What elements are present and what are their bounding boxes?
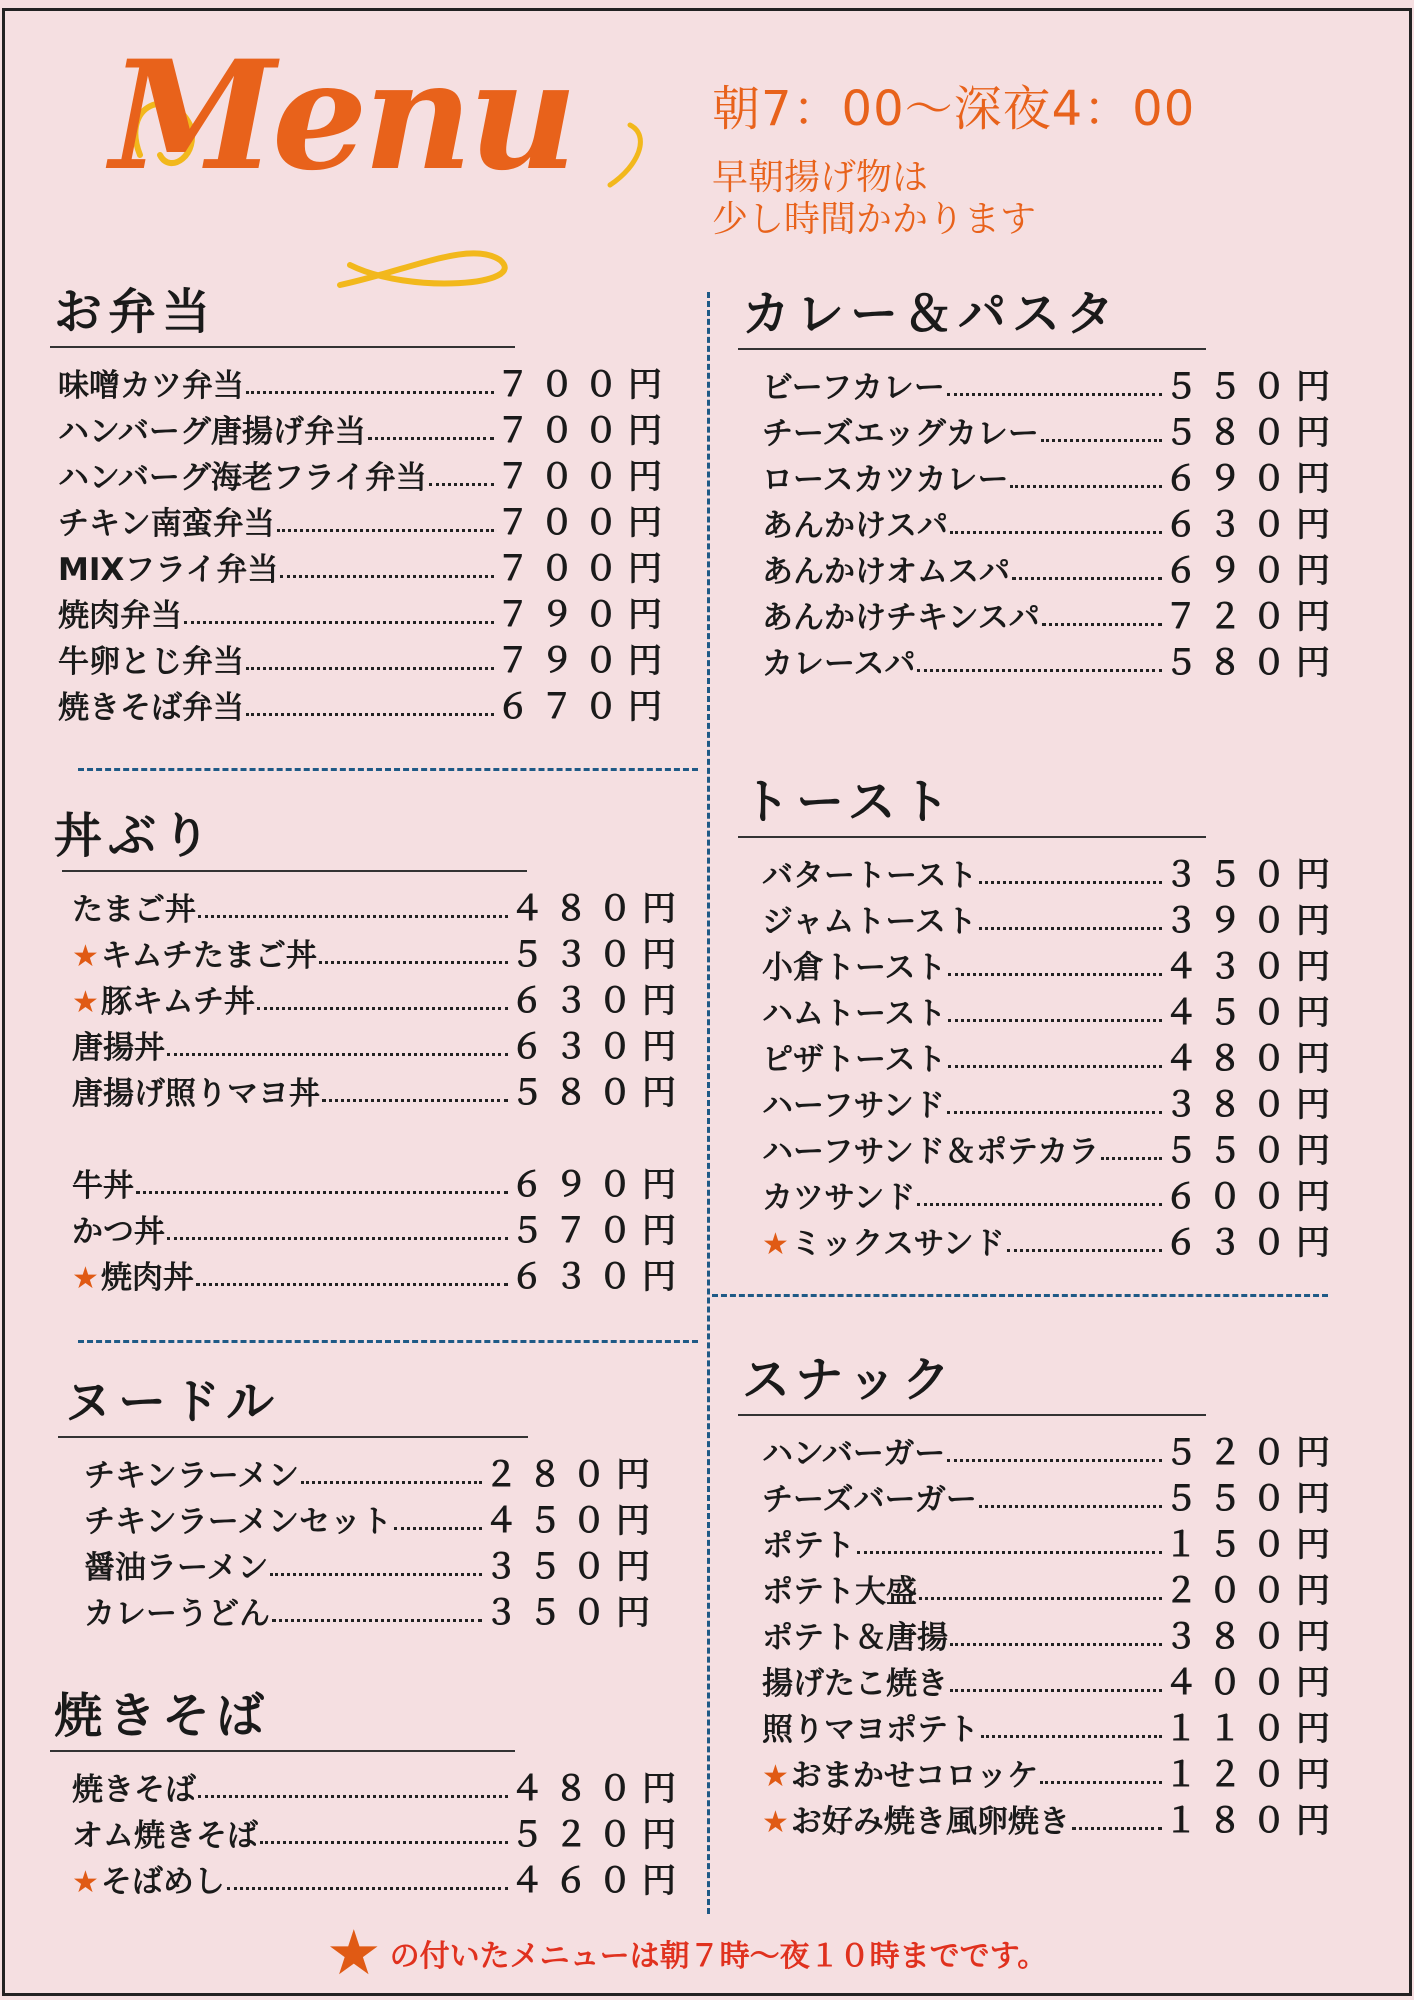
dot-leader <box>981 1735 1162 1738</box>
dot-leader <box>246 391 494 394</box>
menu-item <box>72 1858 686 1904</box>
item-price: ７９０円 <box>496 641 672 681</box>
item-price: ４６０円 <box>510 1861 686 1901</box>
item-price: ４８０円 <box>510 889 686 929</box>
menu-item <box>762 852 1340 898</box>
item-name: キムチたまご丼 <box>100 938 317 974</box>
item-price: ４８０円 <box>510 1769 686 1809</box>
star-icon: ★ <box>326 1916 382 1989</box>
dot-leader <box>198 1795 508 1798</box>
menu-item <box>762 1430 1340 1476</box>
item-price: ５２０円 <box>510 1815 686 1855</box>
item-price: ７２０円 <box>1164 597 1340 637</box>
dot-leader <box>1041 439 1162 442</box>
item-name: 焼きそば <box>72 1772 196 1808</box>
item-name: 焼肉丼 <box>100 1260 194 1296</box>
item-price: ４８０円 <box>1164 1039 1340 1079</box>
section-divider <box>78 768 698 771</box>
menu-item <box>762 1476 1340 1522</box>
item-name: MIXフライ弁当 <box>58 552 279 588</box>
dot-leader <box>1101 1157 1162 1160</box>
dot-leader <box>246 667 494 670</box>
item-name: ポテト＆唐揚 <box>762 1620 948 1656</box>
section-donburi <box>50 806 686 1300</box>
dot-leader <box>1010 485 1162 488</box>
item-name: 焼きそば弁当 <box>58 690 244 726</box>
item-name: チーズエッグカレー <box>762 416 1039 452</box>
dot-leader <box>1042 623 1162 626</box>
menu-item <box>762 1568 1340 1614</box>
dot-leader <box>979 1505 1162 1508</box>
item-price: ２００円 <box>1164 1571 1340 1611</box>
item-name: ハンバーガー <box>762 1436 946 1472</box>
menu-item <box>762 1522 1340 1568</box>
menu-item <box>72 1024 686 1070</box>
menu-item <box>762 990 1340 1036</box>
item-price: ６９０円 <box>510 1165 686 1205</box>
menu-item <box>762 1706 1340 1752</box>
star-icon: ★ <box>72 985 99 1020</box>
menu-item <box>762 1660 1340 1706</box>
dot-leader <box>1072 1827 1162 1830</box>
item-name: 揚げたこ焼き <box>762 1666 948 1702</box>
item-name: ロースカツカレー <box>762 462 1009 498</box>
section-snack <box>738 1350 1340 1844</box>
dot-leader <box>979 881 1162 884</box>
dot-leader <box>270 1573 482 1576</box>
menu-item <box>72 1162 686 1208</box>
item-name: カレーうどん <box>84 1596 270 1632</box>
menu-item <box>762 548 1340 594</box>
item-price: ６３０円 <box>510 981 686 1021</box>
item-name: ミックスサンド <box>790 1226 1005 1262</box>
dot-leader <box>322 1099 508 1102</box>
item-name: ハーフサンド＆ポテカラ <box>762 1134 1100 1170</box>
menu-item <box>762 502 1340 548</box>
item-price: ３５０円 <box>484 1547 660 1587</box>
title-underline <box>50 1750 515 1752</box>
item-price: ３８０円 <box>1164 1085 1340 1125</box>
section-title: ヌードル <box>64 1374 281 1430</box>
menu-logo: Menu <box>110 28 574 204</box>
dot-leader <box>1040 1781 1162 1784</box>
menu-item <box>58 408 672 454</box>
item-name: 醤油ラーメン <box>84 1550 269 1586</box>
item-name: おまかせコロッケ <box>790 1758 1039 1794</box>
item-price: １８０円 <box>1164 1801 1340 1841</box>
dot-leader <box>184 621 494 624</box>
dot-leader <box>1012 577 1162 580</box>
dot-leader <box>979 927 1162 930</box>
menu-item <box>762 1798 1340 1844</box>
dot-leader <box>394 1527 482 1530</box>
dot-leader <box>948 1065 1162 1068</box>
fry-note-line2: 少し時間かかります <box>712 199 1037 240</box>
item-name: かつ丼 <box>72 1214 165 1250</box>
menu-item <box>58 546 672 592</box>
dot-leader <box>948 973 1162 976</box>
item-name: ハムトースト <box>762 996 947 1032</box>
item-name: 焼肉弁当 <box>58 598 182 634</box>
item-name: 牛丼 <box>72 1168 134 1204</box>
item-price: ５３０円 <box>510 935 686 975</box>
menu-item <box>72 978 686 1024</box>
menu-item <box>72 1070 686 1116</box>
item-price: ６３０円 <box>1164 1223 1340 1263</box>
item-price: １５０円 <box>1164 1525 1340 1565</box>
item-name: ハーフサンド <box>762 1088 945 1124</box>
dot-leader <box>227 1887 508 1890</box>
item-price: ７００円 <box>496 411 672 451</box>
dot-leader <box>167 1053 508 1056</box>
item-price: １１０円 <box>1164 1709 1340 1749</box>
dot-leader <box>950 1689 1162 1692</box>
section-title: 焼きそば <box>54 1688 271 1744</box>
item-price: ５８０円 <box>1164 643 1340 683</box>
dot-leader <box>136 1191 508 1194</box>
section-noodle <box>50 1372 660 1636</box>
item-price: ４５０円 <box>484 1501 660 1541</box>
dot-leader <box>246 713 494 716</box>
menu-item <box>84 1452 660 1498</box>
item-name: チキンラーメン <box>84 1458 300 1494</box>
section-title: トースト <box>742 774 956 830</box>
item-price: ４５０円 <box>1164 993 1340 1033</box>
dot-leader <box>1007 1249 1162 1252</box>
dot-leader <box>257 1007 508 1010</box>
section-title: スナック <box>742 1352 957 1408</box>
section-toast <box>738 772 1340 1266</box>
menu-item <box>762 898 1340 944</box>
menu-item <box>58 454 672 500</box>
menu-item <box>72 1766 686 1812</box>
item-name: 唐揚げ照りマヨ丼 <box>72 1076 320 1112</box>
item-name: 豚キムチ丼 <box>100 984 255 1020</box>
section-divider <box>712 1294 1328 1297</box>
dot-leader <box>319 961 508 964</box>
item-name: チキン南蛮弁当 <box>58 506 275 542</box>
dot-leader <box>272 1619 482 1622</box>
menu-item <box>762 594 1340 640</box>
menu-item <box>84 1590 660 1636</box>
item-price: ５５０円 <box>1164 1479 1340 1519</box>
dot-leader <box>167 1237 508 1240</box>
item-price: ７９０円 <box>496 595 672 635</box>
item-price: ７００円 <box>496 503 672 543</box>
item-name: バタートースト <box>762 858 978 894</box>
menu-item <box>762 1752 1340 1798</box>
item-name: 唐揚丼 <box>72 1030 165 1066</box>
dot-leader <box>917 669 1162 672</box>
item-name: チーズバーガー <box>762 1482 977 1518</box>
item-price: ３５０円 <box>1164 855 1340 895</box>
item-price: ６７０円 <box>496 687 672 727</box>
title-underline <box>738 1414 1206 1416</box>
title-underline <box>50 346 515 348</box>
item-name: お好み焼き風卵焼き <box>790 1804 1070 1840</box>
item-price: ２８０円 <box>484 1455 660 1495</box>
item-price: ６３０円 <box>510 1257 686 1297</box>
title-underline <box>62 870 527 872</box>
item-name: ポテト大盛 <box>762 1574 917 1610</box>
menu-item <box>762 640 1340 686</box>
item-name: ビーフカレー <box>762 370 945 406</box>
menu-item <box>762 1174 1340 1220</box>
dot-leader <box>280 575 494 578</box>
item-name: ポテト <box>762 1528 855 1564</box>
section-title: 丼ぶり <box>54 808 217 864</box>
dot-leader <box>198 915 508 918</box>
menu-item <box>762 456 1340 502</box>
menu-item <box>762 410 1340 456</box>
dot-leader <box>947 393 1162 396</box>
item-name: 味噌カツ弁当 <box>58 368 244 404</box>
item-name: あんかけチキンスパ <box>762 600 1040 636</box>
menu-item <box>762 364 1340 410</box>
dot-leader <box>368 437 494 440</box>
item-name: カレースパ <box>762 646 916 682</box>
title-underline <box>738 348 1206 350</box>
dot-leader <box>917 1203 1162 1206</box>
item-price: １２０円 <box>1164 1755 1340 1795</box>
star-icon: ★ <box>72 1261 99 1296</box>
item-price: ３９０円 <box>1164 901 1340 941</box>
menu-item <box>58 638 672 684</box>
item-price: ６００円 <box>1164 1177 1340 1217</box>
item-price: ３５０円 <box>484 1593 660 1633</box>
section-divider <box>78 1340 698 1343</box>
item-name: あんかけオムスパ <box>762 554 1010 590</box>
item-name: あんかけスパ <box>762 508 948 544</box>
title-underline <box>58 1436 528 1438</box>
dot-leader <box>260 1841 508 1844</box>
star-icon: ★ <box>762 1759 789 1794</box>
dot-leader <box>950 531 1162 534</box>
section-curry-pasta <box>738 284 1340 686</box>
dot-leader <box>947 1459 1162 1462</box>
dot-leader <box>919 1597 1162 1600</box>
menu-item <box>72 932 686 978</box>
menu-item <box>762 1128 1340 1174</box>
item-price: ４００円 <box>1164 1663 1340 1703</box>
menu-item <box>58 362 672 408</box>
menu-item <box>84 1544 660 1590</box>
star-icon: ★ <box>762 1227 789 1262</box>
star-icon: ★ <box>762 1805 789 1840</box>
menu-item <box>72 1254 686 1300</box>
footer-note <box>326 1916 1048 1989</box>
item-price: ７００円 <box>496 365 672 405</box>
hours-text: 朝7：00～深夜4：00 <box>712 81 1196 137</box>
dot-leader <box>948 1019 1162 1022</box>
star-icon: ★ <box>72 939 99 974</box>
menu-item <box>762 944 1340 990</box>
title-underline <box>738 836 1206 838</box>
item-name: 牛卵とじ弁当 <box>58 644 244 680</box>
menu-item <box>762 1220 1340 1266</box>
item-price: ５５０円 <box>1164 367 1340 407</box>
menu-item <box>84 1498 660 1544</box>
item-name: ジャムトースト <box>762 904 977 940</box>
menu-item <box>762 1082 1340 1128</box>
item-price: ６９０円 <box>1164 551 1340 591</box>
item-price: ５５０円 <box>1164 1131 1340 1171</box>
item-price: ５８０円 <box>1164 413 1340 453</box>
column-divider <box>707 292 710 1914</box>
dot-leader <box>277 529 494 532</box>
item-price: ６３０円 <box>1164 505 1340 545</box>
opening-hours <box>712 70 1195 241</box>
dot-leader <box>947 1111 1162 1114</box>
menu-item <box>72 886 686 932</box>
item-price: ５７０円 <box>510 1211 686 1251</box>
item-name: 照りマヨポテト <box>762 1712 979 1748</box>
item-name: チキンラーメンセット <box>84 1504 393 1540</box>
menu-item <box>58 684 672 730</box>
item-price: ６９０円 <box>1164 459 1340 499</box>
section-title: お弁当 <box>54 284 217 340</box>
menu-item <box>58 500 672 546</box>
item-name: ハンバーグ唐揚げ弁当 <box>58 414 366 450</box>
menu-item <box>762 1036 1340 1082</box>
item-price: ７００円 <box>496 549 672 589</box>
item-price: ５８０円 <box>510 1073 686 1113</box>
star-icon: ★ <box>72 1865 99 1900</box>
dot-leader <box>950 1643 1162 1646</box>
item-price: ６３０円 <box>510 1027 686 1067</box>
fry-note-line1: 早朝揚げ物は <box>712 157 929 198</box>
dot-leader <box>429 483 494 486</box>
footer-text: の付いたメニューは朝７時～夜１０時までです。 <box>389 1939 1048 1974</box>
section-bento <box>50 282 672 730</box>
item-name: ピザトースト <box>762 1042 947 1078</box>
menu-item <box>58 592 672 638</box>
section-yakisoba <box>50 1686 686 1904</box>
dot-leader <box>301 1481 482 1484</box>
menu-item <box>72 1812 686 1858</box>
section-title: カレー＆パスタ <box>742 286 1121 342</box>
item-name: オム焼きそば <box>72 1818 258 1854</box>
menu-item <box>762 1614 1340 1660</box>
item-price: ５２０円 <box>1164 1433 1340 1473</box>
item-price: ４３０円 <box>1164 947 1340 987</box>
item-name: ハンバーグ海老フライ弁当 <box>58 460 427 496</box>
item-price: ３８０円 <box>1164 1617 1340 1657</box>
item-name: たまご丼 <box>72 892 196 928</box>
item-name: 小倉トースト <box>762 950 947 986</box>
menu-item <box>72 1208 686 1254</box>
item-name: そばめし <box>100 1864 225 1900</box>
dot-leader <box>196 1283 508 1286</box>
item-name: カツサンド <box>762 1180 916 1216</box>
item-price: ７００円 <box>496 457 672 497</box>
dot-leader <box>857 1551 1162 1554</box>
